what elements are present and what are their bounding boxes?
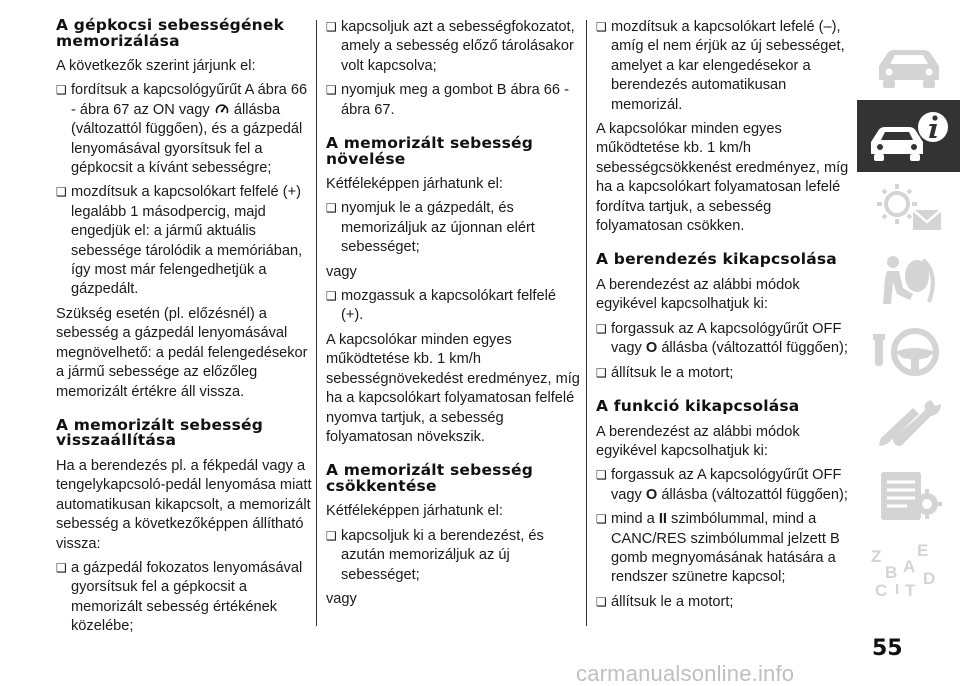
paragraph-overtake: Szükség esetén (pl. előzésnél) a sebesség a gázpedál lenyomásával megnövelhető: a pedál felengedésekor a jármű sebessége az előzőleg memorizált értékre áll vissza. — [56, 305, 308, 400]
paragraph-intro: A következők szerint járjunk el: — [56, 58, 256, 74]
paragraph-function-off: A berendezést az alábbi módok egyikével kapcsolhatjuk ki: — [596, 423, 800, 459]
bullet-lever-minus: ❑ mozdítsuk a kapcsolókart lefelé (–), amíg el nem érjük az új sebességet, amelyet a kar elengedésekor a berendezés automatikusan memorizál. — [596, 18, 852, 115]
tab-warning-lights[interactable] — [857, 172, 960, 244]
bullet-press-button: ❑ nyomjuk meg a gombot B ábra 66 - ábra 67. — [326, 81, 582, 120]
bullet-select-gear: ❑ kapcsoljuk azt a sebességfokozatot, amely a sebesség előző tárolásakor volt kapcsolva; — [326, 18, 582, 76]
bullet-engine-off: ❑ állítsuk le a motort; — [596, 364, 852, 383]
column-3 — [596, 18, 852, 612]
bullet-text-part: forgassuk az A kapcsológyűrűt OFF vagy — [611, 320, 842, 357]
tab-starting-driving[interactable] — [857, 316, 960, 388]
bullet-press-accelerator: ❑ nyomjuk le a gázpedált, és memorizáljuk az újonnan elért sebességet; — [326, 199, 582, 257]
column-divider — [316, 20, 317, 626]
index-letter: A — [903, 557, 916, 576]
bullet-turn-ring — [56, 81, 312, 178]
heading-store-speed: A gépkocsi sebességének memorizálása — [56, 16, 285, 50]
warning-lights-icon — [857, 172, 960, 244]
wrench-icon — [857, 388, 960, 460]
position-o-label: O — [645, 486, 658, 503]
tab-safety[interactable] — [857, 244, 960, 316]
index-letter: Z — [871, 547, 882, 566]
steering-wheel-icon — [857, 316, 960, 388]
heading-decrease-speed: A memorizált sebesség csökkentése — [326, 461, 534, 495]
bullet-ring-off-2 — [596, 466, 852, 505]
paragraph-or: vagy — [326, 263, 357, 280]
page-number: 55 — [872, 636, 903, 661]
paragraph-two-ways-2: Kétféleképpen járhatunk el: — [326, 503, 503, 520]
column-divider — [586, 20, 587, 626]
bullet-text-part: mind a — [611, 511, 655, 528]
heading-restore-speed: A memorizált sebesség visszaállítása — [56, 415, 264, 450]
bullet-text-part: fordítsuk a kapcsológyűrűt A ábra 66 - ábra 67 az ON vagy — [71, 82, 308, 118]
bullet-text-part: állásba (változattól függően); — [661, 340, 848, 357]
bullet-text-part: forgassuk az A kapcsológyűrűt OFF vagy — [611, 467, 842, 503]
tab-index[interactable] — [857, 532, 960, 604]
index-letter: E — [917, 541, 929, 560]
tab-maintenance[interactable] — [857, 388, 960, 460]
paragraph-increase-step: A kapcsolókar minden egyes működtetése kb. 1 km/h sebességnövekedést eredményez, míg ha a kapcsolókart folyamatosan felfelé nyomva tartjuk, a sebesség folyamatosan növekszik. — [326, 331, 580, 445]
index-letter: D — [923, 569, 936, 588]
airbag-person-icon — [857, 244, 960, 316]
chapter-tab-bar — [857, 28, 960, 628]
bullet-lever-plus: ❑ mozgassuk a kapcsolókart felfelé (+). — [326, 287, 582, 326]
cruise-control-icon — [215, 103, 229, 115]
tab-car-overview[interactable] — [857, 28, 960, 100]
bullet-accelerate: ❑ a gázpedál fokozatos lenyomásával gyorsítsuk fel a gépkocsit a memorizált sebesség értékének közelébe; — [56, 559, 312, 637]
specifications-icon — [857, 460, 960, 532]
car-front-icon — [857, 28, 960, 100]
position-o-label: O — [645, 340, 658, 357]
paragraph-system-off: A berendezést az alábbi módok egyikével kapcsolhatjuk ki: — [596, 276, 800, 313]
paragraph-two-ways: Kétféleképpen járhatunk el: — [326, 176, 503, 193]
tab-car-info[interactable] — [857, 100, 960, 172]
column-2 — [326, 18, 582, 609]
bullet-engine-off-2: ❑ állítsuk le a motort; — [596, 593, 852, 612]
bullet-text-part: állásba (változattól függően); — [661, 486, 848, 503]
alphabetical-index-icon — [857, 532, 960, 604]
heading-increase-speed: A memorizált sebesség növelése — [326, 134, 534, 168]
index-letter: T — [905, 581, 916, 600]
column-1 — [56, 18, 312, 637]
watermark-text: carmanualsonline.info — [576, 661, 795, 686]
bullet-lever-up: ❑ mozdítsuk a kapcsolókart felfelé (+) legalább 1 másodpercig, majd engedjük el: a jármű aktuális sebessége tárolódik a memóriában, így most már felengedhetjük a gázpedált. — [56, 183, 312, 299]
bullet-ring-off — [596, 320, 852, 359]
car-info-icon — [857, 100, 960, 172]
paragraph-restore: Ha a berendezés pl. a fékpedál vagy a tengelykapcsoló-pedál lenyomása miatt automatikusan kikapcsolt, a memorizált sebesség a következőképpen állítható vissza: — [56, 457, 312, 552]
index-letter: I — [895, 581, 900, 598]
index-letter: B — [885, 563, 898, 582]
pause-symbol-label: II — [658, 511, 667, 528]
bullet-text-part: szimbólummal, mind a CANC/RES szimbólummal jelzett B gomb megnyomásának hatására a rendszer szünetre kapcsol; — [611, 511, 840, 586]
index-letter: C — [875, 581, 888, 600]
bullet-switch-off: ❑ kapcsoljuk ki a berendezést, és azután memorizáljuk az új sebességet; — [326, 527, 582, 585]
bullet-pause — [596, 510, 852, 588]
paragraph-decrease-step: A kapcsolókar minden egyes működtetése kb. 1 km/h sebességcsökkenést eredményez, míg ha a kapcsolókart folyamatosan lefelé fordítva tartjuk, a sebesség folyamatosan csökken. — [596, 121, 849, 235]
bullet-text-part: állásba (változattól függően), és a gázpedál lenyomásával gyorsítsuk fel a gépkocsit a kívánt sebességre; — [71, 101, 303, 177]
tab-technical-data[interactable] — [857, 460, 960, 532]
heading-system-off: A berendezés kikapcsolása — [596, 250, 837, 269]
paragraph-or-2: vagy — [326, 590, 357, 607]
heading-function-off: A funkció kikapcsolása — [596, 397, 800, 415]
